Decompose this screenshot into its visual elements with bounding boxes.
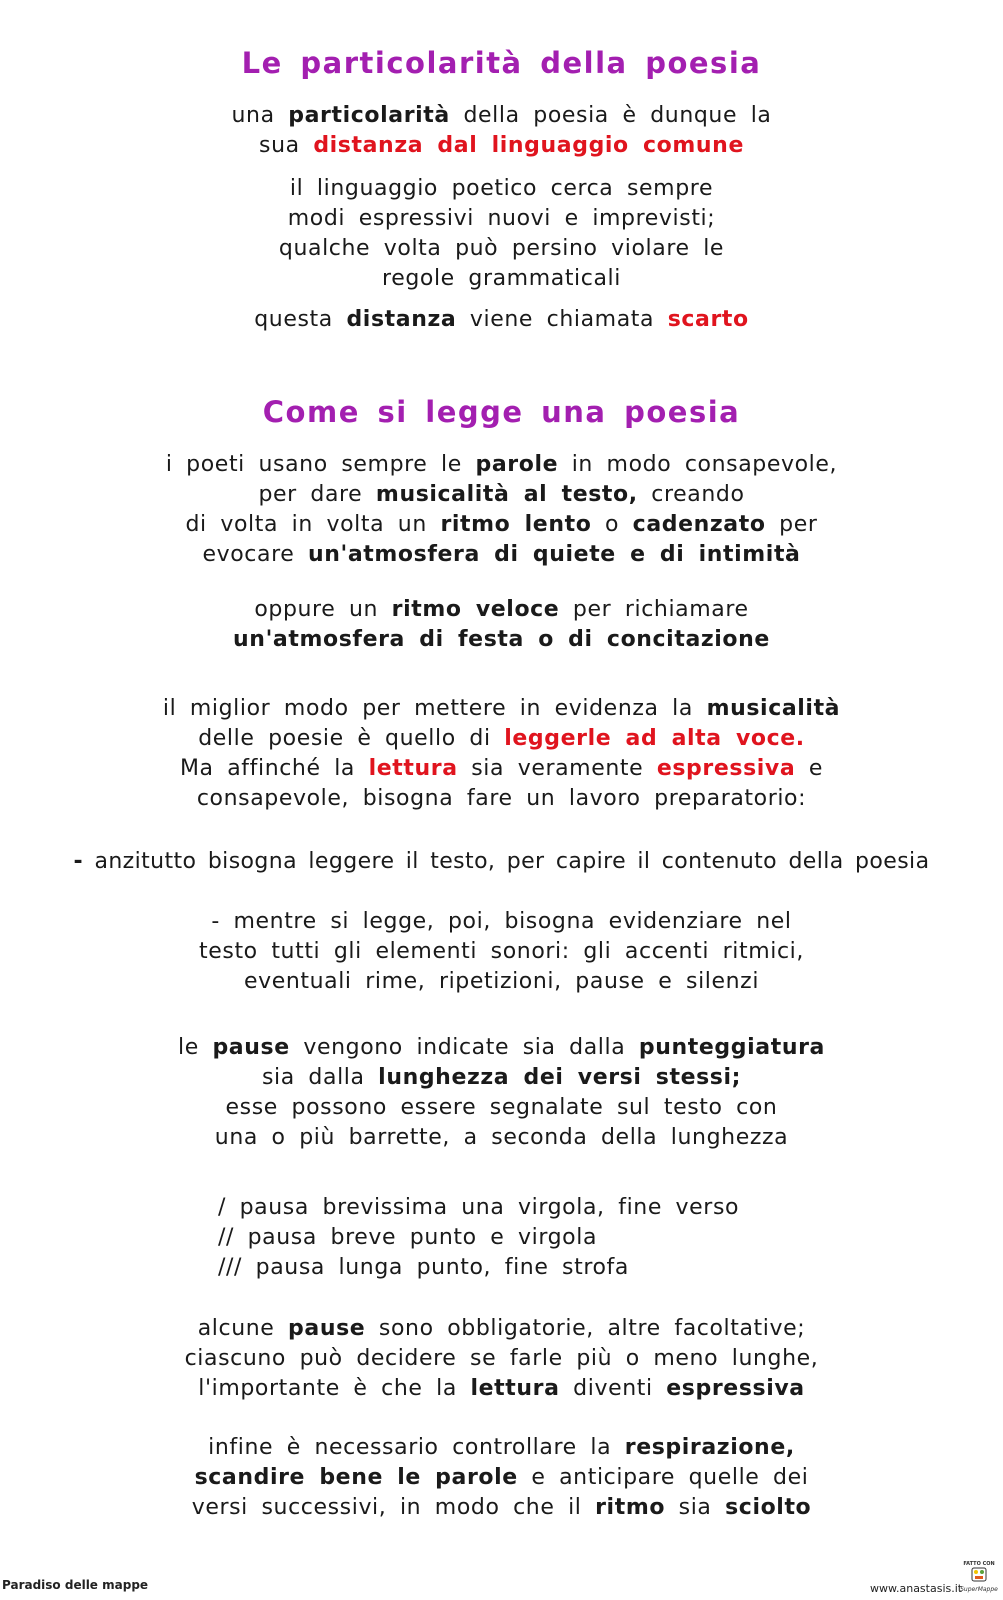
text-span: sua xyxy=(259,133,314,158)
bullet-dash: - xyxy=(73,849,84,874)
text-line xyxy=(0,101,1003,131)
text-span: e anticipare quelle dei xyxy=(517,1465,809,1490)
text-span: evocare xyxy=(202,542,308,567)
section-title-particolarita: Le particolarità della poesia xyxy=(241,46,762,80)
text-line xyxy=(0,694,1003,724)
text-span: il miglior modo per mettere in evidenza la xyxy=(162,696,707,721)
section-title-come-si-legge: Come si legge una poesia xyxy=(262,395,741,429)
text-span: diventi xyxy=(559,1376,667,1401)
text-line: esse possono essere segnalate sul testo con xyxy=(225,1095,778,1120)
bold-text: distanza xyxy=(346,307,457,332)
text-span: delle poesie è quello di xyxy=(198,726,505,751)
text-span: questa xyxy=(254,307,347,332)
text-line xyxy=(0,1374,1003,1404)
text-span: una xyxy=(231,103,289,128)
highlight-text: lettura xyxy=(368,756,458,781)
text-line xyxy=(0,1063,1003,1093)
bold-text: pause xyxy=(288,1316,366,1341)
text-line xyxy=(0,131,1003,161)
highlight-text: distanza dal linguaggio comune xyxy=(313,133,744,158)
text-line: / pausa brevissima una virgola, fine verso xyxy=(218,1195,740,1220)
text-span: per richiamare xyxy=(559,597,749,622)
logo-dot-yellow xyxy=(974,1570,978,1574)
bold-text: lettura xyxy=(470,1376,560,1401)
text-span: Ma affinché la xyxy=(179,756,369,781)
text-span: sia dalla xyxy=(261,1065,379,1090)
bold-text: lunghezza dei versi stessi; xyxy=(378,1065,742,1090)
text-line xyxy=(0,450,1003,480)
text-line: una o più barrette, a seconda della lunghezza xyxy=(214,1125,789,1150)
text-span: per xyxy=(765,512,818,537)
text-line xyxy=(0,754,1003,784)
bold-text: espressiva xyxy=(666,1376,805,1401)
text-span: sono obbligatorie, altre facoltative; xyxy=(365,1316,806,1341)
text-line xyxy=(0,1314,1003,1344)
bold-text: scandire bene le parole xyxy=(194,1465,518,1490)
bold-text: sciolto xyxy=(725,1495,812,1520)
bold-text: ritmo veloce xyxy=(391,597,560,622)
text-line xyxy=(0,1493,1003,1523)
bold-text: ritmo lento xyxy=(440,512,592,537)
text-line xyxy=(0,540,1003,570)
text-line xyxy=(0,510,1003,540)
highlight-text: leggerle ad alta voce. xyxy=(504,726,805,751)
text-line xyxy=(0,305,1003,335)
text-line: ciascuno può decidere se farle più o meno lunghe, xyxy=(184,1346,819,1371)
highlight-text: espressiva xyxy=(656,756,796,781)
text-span: creando xyxy=(637,482,745,507)
text-line: consapevole, bisogna fare un lavoro preparatorio: xyxy=(196,786,807,811)
text-line xyxy=(0,724,1003,754)
text-line: // pausa breve punto e virgola xyxy=(218,1225,598,1250)
highlight-text: scarto xyxy=(667,307,749,332)
text-span: alcune xyxy=(197,1316,289,1341)
bold-text: particolarità xyxy=(288,103,450,128)
text-line: il linguaggio poetico cerca sempre xyxy=(289,176,714,201)
logo-bar xyxy=(975,1576,983,1579)
bold-text: parole xyxy=(475,452,559,477)
text-span: e xyxy=(795,756,824,781)
text-span: sia veramente xyxy=(457,756,657,781)
text-span: sia xyxy=(665,1495,726,1520)
bold-text: un'atmosfera di quiete e di intimità xyxy=(307,542,801,567)
text-span: viene chiamata xyxy=(456,307,668,332)
text-line: eventuali rime, ripetizioni, pause e silenzi xyxy=(243,969,760,994)
text-span: vengono indicate sia dalla xyxy=(289,1035,639,1060)
text-line: - mentre si legge, poi, bisogna evidenziare nel xyxy=(211,909,792,934)
text-line xyxy=(0,1463,1003,1493)
logo-box xyxy=(972,1568,986,1581)
supermappe-logo xyxy=(960,1558,998,1596)
bold-text: respirazione, xyxy=(624,1435,795,1460)
text-span: per dare xyxy=(258,482,376,507)
text-line xyxy=(0,1433,1003,1463)
text-span: versi successivi, in modo che il xyxy=(191,1495,596,1520)
text-span: l'importante è che la xyxy=(198,1376,471,1401)
text-line: regole grammaticali xyxy=(382,266,621,291)
logo-dot-green xyxy=(980,1570,984,1574)
text-span: anzitutto bisogna leggere il testo, per capire il contenuto della poesia xyxy=(83,849,930,874)
text-line xyxy=(0,595,1003,625)
text-span: i poeti usano sempre le xyxy=(165,452,476,477)
text-span: le xyxy=(178,1035,213,1060)
text-span: della poesia è dunque la xyxy=(449,103,772,128)
footer-source-label: Paradiso delle mappe xyxy=(2,1578,149,1592)
text-span: di volta in volta un xyxy=(185,512,441,537)
text-line: un'atmosfera di festa o di concitazione xyxy=(233,627,770,652)
text-line: qualche volta può persino violare le xyxy=(278,236,725,261)
bold-text: punteggiatura xyxy=(638,1035,825,1060)
bold-text: musicalità xyxy=(706,696,841,721)
bold-text: pause xyxy=(212,1035,290,1060)
logo-text-top: FATTO CON xyxy=(963,1561,995,1567)
footer-website-link[interactable]: www.anastasis.it xyxy=(870,1582,963,1595)
bold-text: ritmo xyxy=(595,1495,666,1520)
bold-text: cadenzato xyxy=(632,512,766,537)
text-span: infine è necessario controllare la xyxy=(208,1435,625,1460)
text-line: /// pausa lunga punto, fine strofa xyxy=(218,1255,629,1280)
text-line: modi espressivi nuovi e imprevisti; xyxy=(287,206,716,231)
text-line xyxy=(0,847,1003,877)
text-span: oppure un xyxy=(254,597,392,622)
logo-text-bottom: SuperMappe xyxy=(960,1586,998,1593)
text-span: in modo consapevole, xyxy=(558,452,838,477)
text-line xyxy=(0,1033,1003,1063)
text-line: testo tutti gli elementi sonori: gli accenti ritmici, xyxy=(199,939,804,964)
bold-text: musicalità al testo, xyxy=(375,482,638,507)
text-span: o xyxy=(591,512,633,537)
text-line xyxy=(0,480,1003,510)
